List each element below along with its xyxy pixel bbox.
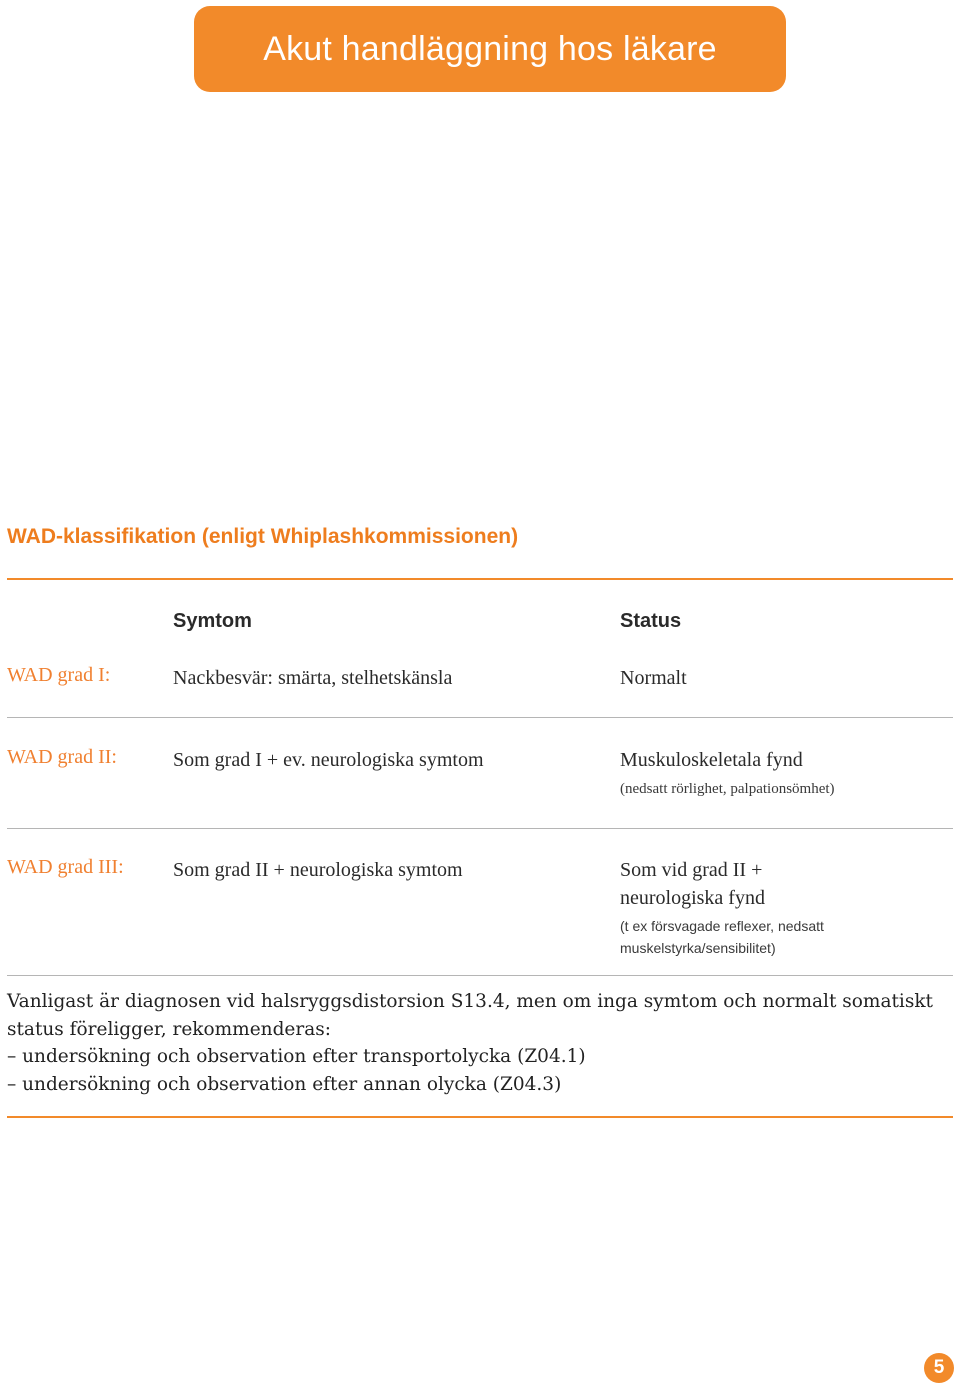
row-divider: [7, 828, 953, 829]
note-bullet: – undersökning och observation efter annan olycka (Z04.3): [7, 1073, 562, 1095]
symptom-cell: Som grad II + neurologiska symtom: [173, 859, 463, 881]
status-note: (nedsatt rörlighet, palpationsömhet): [620, 781, 835, 797]
title-banner: [194, 6, 786, 92]
header-status: Status: [620, 610, 682, 632]
status-cell: Muskuloskeletala fynd: [620, 749, 803, 771]
status-note-line2: muskelstyrka/sensibilitet): [620, 940, 776, 956]
status-note-line1: (t ex försvagade reflexer, nedsatt: [620, 918, 824, 934]
header-symptom: Symtom: [173, 610, 252, 632]
row-divider: [7, 717, 953, 718]
diagnosis-note: [7, 988, 953, 1098]
section-title: WAD-klassifikation (enligt Whiplashkommissionen): [7, 525, 519, 548]
symptom-cell: Nackbesvär: smärta, stelhetskänsla: [173, 667, 453, 689]
table-top-rule: [7, 578, 953, 580]
page-title: Akut handläggning hos läkare: [263, 29, 717, 68]
row-divider: [7, 975, 953, 976]
status-cell-line2: neurologiska fynd: [620, 887, 765, 909]
table-bottom-rule: [7, 1116, 953, 1118]
page-number: 5: [933, 1357, 945, 1378]
page-number-badge: [924, 1353, 954, 1383]
grade-label: WAD grad II:: [7, 746, 117, 768]
status-cell: Normalt: [620, 667, 687, 689]
grade-label: WAD grad I:: [7, 664, 111, 686]
note-line: Vanligast är diagnosen vid halsryggsdistorsion S13.4, men om inga symtom och normalt somatiskt: [7, 991, 933, 1012]
status-cell-line1: Som vid grad II +: [620, 859, 763, 881]
note-line: status föreligger, rekommenderas:: [7, 1018, 331, 1040]
symptom-cell: Som grad I + ev. neurologiska symtom: [173, 749, 484, 771]
grade-label: WAD grad III:: [7, 856, 124, 878]
note-bullet: – undersökning och observation efter transportolycka (Z04.1): [7, 1046, 586, 1067]
